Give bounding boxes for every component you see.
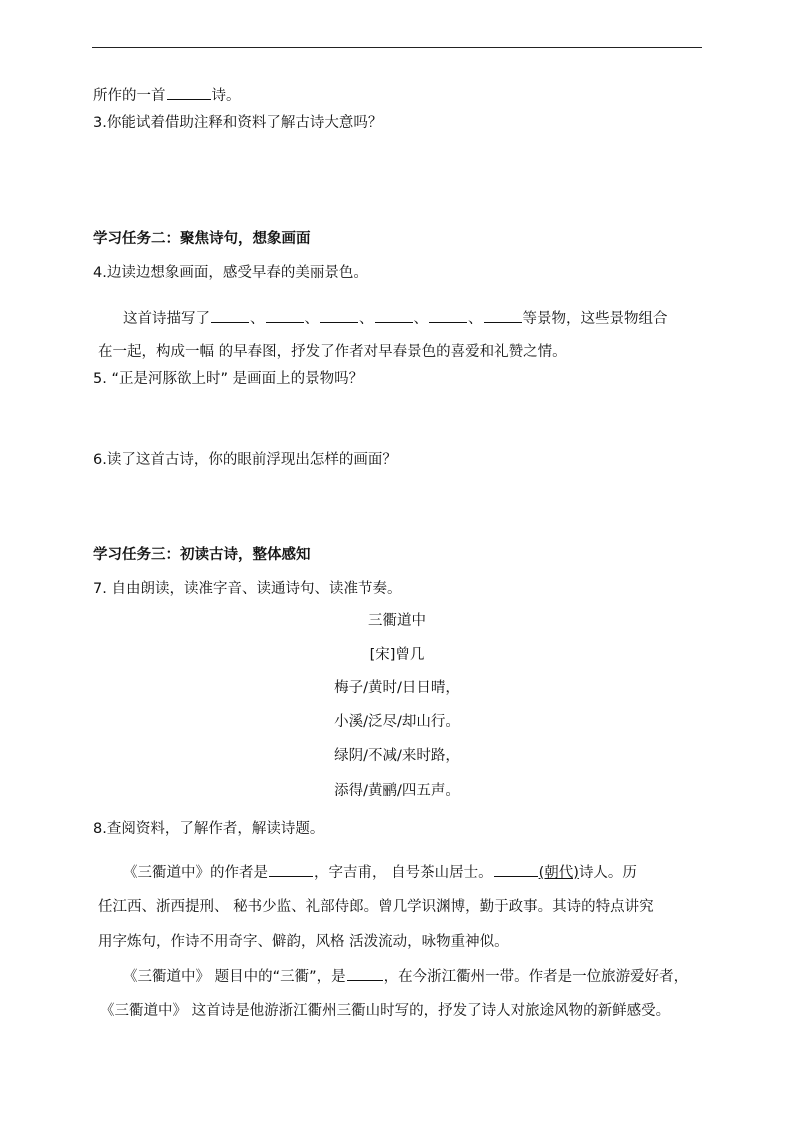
poem-author: [宋]曾几 (369, 647, 425, 663)
text: 《三衢道中》 题目中的“三衢”，是 (123, 969, 346, 985)
text: 诗人。历 (578, 865, 637, 881)
text: 、 (304, 311, 319, 327)
text: 诗。 (211, 88, 241, 104)
paragraph-8-line-1 (123, 862, 637, 883)
text: 这首诗描写了 (123, 311, 210, 327)
answer-blank[interactable] (347, 966, 383, 981)
text: 、 (359, 311, 374, 327)
answer-blank[interactable] (167, 85, 211, 100)
header-rule (92, 47, 702, 48)
answer-blank[interactable] (484, 308, 522, 323)
text: 、 (413, 311, 428, 327)
task-3-heading: 学习任务三：初读古诗，整体感知 (93, 547, 311, 563)
text: ，字吉甫， 自号茶山居士。 (314, 865, 493, 881)
text: 等景物，这些景物组合 (522, 311, 668, 327)
poem-verse: 小溪/泛尽/却山行。 (334, 714, 460, 730)
answer-blank[interactable] (211, 308, 249, 323)
question-6: 6.读了这首古诗，你的眼前浮现出怎样的画面？ (93, 452, 397, 468)
text: 《三衢道中》的作者是 (123, 865, 268, 881)
answer-blank[interactable] (320, 308, 358, 323)
poem-title: 三衢道中 (368, 613, 426, 629)
poem-verse: 梅子/黄时/日日晴， (334, 680, 460, 696)
text: 、 (468, 311, 483, 327)
text: ，在今浙江衢州一带。作者是一位旅游爱好者， (383, 969, 689, 985)
answer-blank[interactable] (266, 308, 304, 323)
answer-blank[interactable] (375, 308, 413, 323)
question-8: 8.查阅资料，了解作者，解读诗题。 (93, 821, 325, 837)
answer-blank[interactable] (429, 308, 467, 323)
text: 所作的一首 (93, 88, 166, 104)
paragraph-8-line-4 (123, 966, 688, 987)
task-2-heading: 学习任务二：聚焦诗句，想象画面 (93, 231, 311, 247)
poem-verse: 添得/黄鹂/四五声。 (334, 783, 460, 799)
question-3: 3.你能试着借助注释和资料了解古诗大意吗？ (93, 115, 383, 131)
answer-blank[interactable] (494, 862, 538, 877)
paragraph-4-line-1 (123, 308, 668, 329)
paragraph-8-line-3: 用字炼句，作诗不用奇字、僻韵，风格 活泼流动，咏物重神似。 (98, 934, 509, 950)
paragraph-4-line-2: 在一起，构成一幅 的早春图，抒发了作者对早春景色的喜爱和礼赞之情。 (98, 344, 567, 360)
question-4: 4.边读边想象画面，感受早春的美丽景色。 (93, 265, 368, 281)
question-5: 5. “正是河豚欲上时” 是画面上的景物吗？ (93, 371, 364, 387)
paragraph-8-line-5: 《三衢道中》 这首诗是他游浙江衢州三衢山时写的，抒发了诗人对旅途风物的新鲜感受。 (100, 1003, 671, 1019)
text: 、 (250, 311, 265, 327)
answer-blank[interactable] (269, 862, 313, 877)
poem-verse: 绿阴/不减/来时路， (334, 748, 460, 764)
line-fill-poem-type (93, 85, 241, 106)
paragraph-8-line-2: 任江西、浙西提刑、 秘书少监、礼部侍郎。曾几学识渊博，勤于政事。其诗的特点讲究 (98, 899, 654, 915)
question-7: 7. 自由朗读，读准字音、读通诗句、读准节奏。 (93, 581, 402, 597)
text: (朝代) (538, 865, 579, 881)
